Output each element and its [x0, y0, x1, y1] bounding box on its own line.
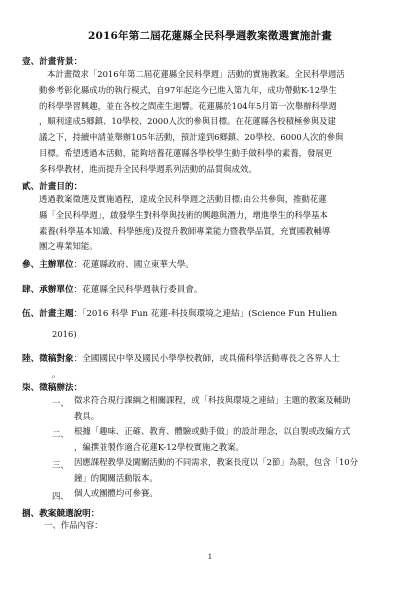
paragraph-line: 動參考彰化縣成功的執行模式，自97年起迄今已進入第九年，成功帶動K-12學生 — [39, 84, 337, 95]
item-line: 教具。 — [74, 410, 100, 421]
method-item-number: 一、 — [52, 398, 69, 408]
paragraph-line: 素養(科學基本知識、科學態度)及提升教師專業能力暨教學品質，充實國教輔導 — [39, 225, 331, 236]
paragraph-line: 本計畫徵求「2016年第二屆花蓮縣全民科學週」活動的實施教案。全民科學週活 — [47, 69, 345, 79]
item-line: 徵求符合現行課綱之相關課程，或「科技與環境之連結」主題的教案及輔助 — [74, 395, 351, 405]
method-item-number: 四、 — [52, 491, 69, 501]
theme-continuation: 2016) — [52, 329, 77, 339]
method-item-number: 二、 — [52, 429, 69, 439]
section-executor — [22, 283, 203, 295]
method-item-text — [74, 424, 404, 456]
section-theme — [22, 307, 337, 319]
paragraph-line: 透過教案徵選及實施過程，達成全民科學週之活動目標:由公共參與，推動花蓮 — [39, 194, 327, 204]
section-purpose-heading: 貳、計畫目的： — [22, 182, 83, 192]
executor-text: ：花蓮縣全民科學週執行委員會。 — [73, 285, 203, 295]
audience-continuation: 。 — [52, 369, 61, 379]
theme-text: ：「2016 科學 Fun 花蓮-科技與環境之連結」(Science Fun Hulien — [73, 309, 338, 319]
item-line: ，編撰並製作適合花蓮K-12學校實施之教案。 — [74, 441, 244, 452]
section-contest-heading: 捌、教案競選說明： — [22, 509, 100, 519]
contest-subheading: 一、作品內容： — [44, 520, 103, 530]
paragraph-line: 縣「全民科學週」，啟發學生對科學與技術的興趣與潛力，增進學生的科學基本 — [39, 209, 328, 220]
item-line: 鐘」的闖關活動版本。 — [74, 472, 158, 483]
paragraph-line: 團之專業知能。 — [39, 241, 98, 252]
item-line: 因應課程教學及闖關活動的不同需求，教案長度以「2節」為限，包含「10分 — [74, 457, 358, 467]
item-line: 個人或團體均可參賽。 — [74, 488, 158, 498]
paragraph-line: 多科學教材，進而提升全民科學週系列活動的品質與成效。 — [39, 163, 257, 174]
paragraph-line: 議之下，持續申請並舉辦105年活動，預計達到6鄉鎮、20學校、6000人次的參與 — [39, 132, 344, 143]
section-organizer — [22, 258, 194, 270]
theme-label: 伍、計畫主題 — [22, 309, 74, 319]
section-method-heading: 柒、徵稿辦法： — [22, 383, 83, 393]
organizer-label: 參、主辦單位 — [22, 260, 74, 270]
executor-label: 肆、承辦單位 — [22, 285, 74, 295]
document-title: 2016年第二屆花蓮縣全民科學週教案徵選實施計畫 — [87, 30, 333, 42]
paragraph-line: ，順利達成5鄉鎮、10學校、2000人次的參與目標。在花蓮縣各校積極參與及建 — [39, 116, 336, 127]
page-number: 1 — [207, 553, 213, 561]
paragraph-line: 的科學學習興趣，並在各校之間產生迴響。花蓮縣於104年5月第一次舉辦科學週 — [39, 100, 337, 111]
audience-text: ：全國國民中學及國民小學學校教師，或具備科學活動專長之各界人士 — [73, 354, 340, 364]
paragraph-line: 目標。希望透過本活動，能夠培養花蓮縣各學校學生動手做科學的素養，發展更 — [39, 147, 333, 158]
item-line: 根據「趣味、正確、教育、體驗或動手做」的設計理念，以自製或改編方式 — [74, 426, 351, 436]
section-purpose-body — [39, 192, 394, 255]
audience-label: 陸、徵稿對象 — [22, 354, 74, 364]
section-audience — [22, 352, 340, 364]
method-item-number: 三、 — [52, 460, 69, 470]
organizer-text: ：花蓮縣政府、國立東華大學。 — [73, 260, 194, 270]
section-background-body — [39, 67, 394, 178]
method-item-text — [74, 393, 404, 425]
section-background-heading: 壹、計畫背景： — [22, 57, 83, 67]
method-item-text — [74, 486, 404, 502]
method-item-text — [74, 455, 404, 487]
